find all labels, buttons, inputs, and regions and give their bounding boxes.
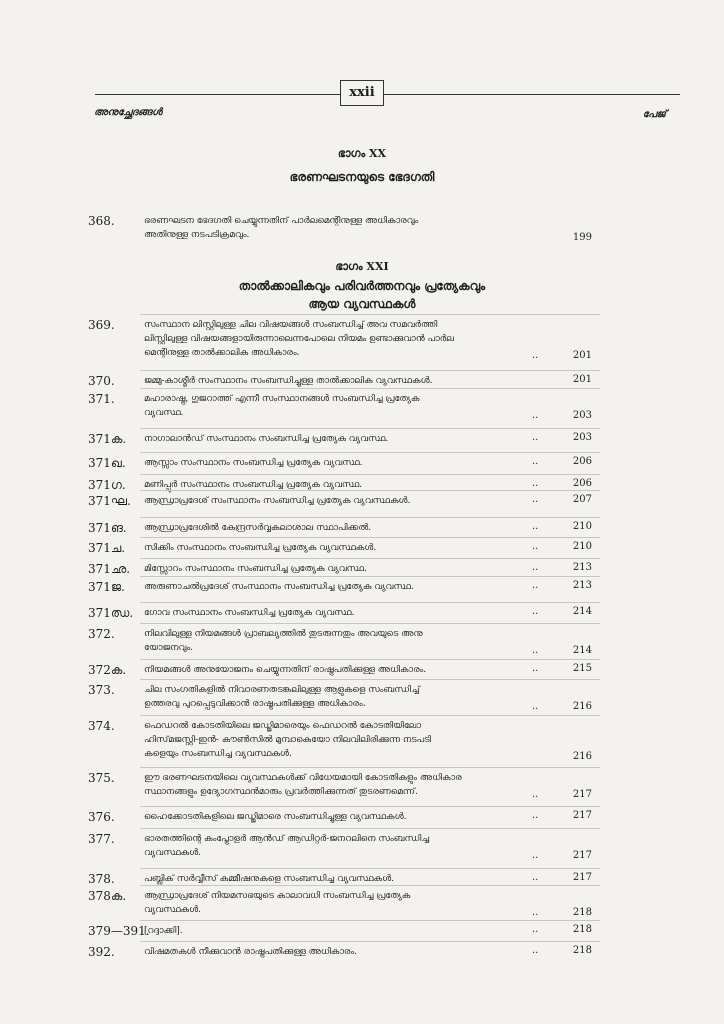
article-number: 371ങ. xyxy=(88,521,127,535)
leader-dots: .. xyxy=(532,432,539,443)
leader-dots: .. xyxy=(532,494,539,505)
page-ref: 203 xyxy=(572,410,592,421)
article-number: 371ക. xyxy=(88,432,127,446)
leader-dots: .. xyxy=(532,580,539,591)
row-separator xyxy=(140,715,600,716)
article-title xyxy=(144,810,534,824)
article-number: 370. xyxy=(88,374,115,388)
leader-dots: .. xyxy=(532,410,539,421)
row-separator xyxy=(140,490,600,491)
leader-dots: .. xyxy=(532,789,539,800)
part-20-subtitle: ഭരണഘടനയുടെ ഭേദഗതി xyxy=(289,170,435,184)
header-rule xyxy=(95,94,680,95)
article-number: 375. xyxy=(88,771,115,785)
article-title-line1: വിഷമതകൾ നീക്കുവാൻ രാഷ്ട്രപതിക്കുള്ള അധികാരം. xyxy=(144,947,357,957)
article-title-line2: വ്യവസ്ഥകൾ. xyxy=(144,848,202,858)
part-21-subtitle-line2: ആയ വ്യവസ്ഥകൾ xyxy=(308,297,416,311)
article-number: 377. xyxy=(88,832,115,846)
page-ref: 201 xyxy=(572,350,592,361)
page-ref: 206 xyxy=(572,456,592,467)
article-title xyxy=(144,392,534,420)
article-number: 371ഗ. xyxy=(88,478,126,492)
article-number: 371ഝ. xyxy=(88,606,134,620)
leader-dots: .. xyxy=(532,456,539,467)
article-number: 376. xyxy=(88,810,115,824)
article-number: 371ഘ. xyxy=(88,494,131,508)
article-number: 372. xyxy=(88,627,115,641)
article-title-line1: മഹാരാഷ്ട്ര, ഗുജറാത്ത് എന്നീ സംസ്ഥാനങ്ങൾ സംബന്ധിച്ച പ്രത്യേക xyxy=(144,394,420,404)
row-separator xyxy=(140,428,600,429)
leader-dots: .. xyxy=(532,663,539,674)
leader-dots: .. xyxy=(532,606,539,617)
article-title-line2: അതിനുള്ള നടപടിക്രമവും. xyxy=(144,230,250,240)
article-title xyxy=(144,627,534,655)
article-title-line1: സിക്കിം സംസ്ഥാനം സംബന്ധിച്ച പ്രത്യേക വ്യവസ്ഥകൾ. xyxy=(144,543,377,553)
article-title-line1: മിസ്സോറം സംസ്ഥാനം സംബന്ധിച്ച പ്രത്യേക വ്യവസ്ഥ. xyxy=(144,564,367,574)
article-title xyxy=(144,580,534,594)
row-separator xyxy=(140,602,600,603)
page-ref: 217 xyxy=(572,872,592,883)
row-separator xyxy=(140,370,600,371)
page-ref: 215 xyxy=(572,663,592,674)
row-separator xyxy=(140,388,600,389)
article-title-line1: ഭാരതത്തിന്റെ കംപ്ട്രോളർ ആൻഡ് ആഡിറ്റർ-ജനറലിനെ സംബന്ധിച്ച xyxy=(144,834,430,844)
article-number: 373. xyxy=(88,683,115,697)
row-separator xyxy=(140,537,600,538)
row-separator xyxy=(140,659,600,660)
article-title xyxy=(144,318,534,360)
article-title xyxy=(144,541,534,555)
article-title-line3: മെന്റിനുള്ള താൽക്കാലിക അധികാരം. xyxy=(144,348,300,358)
article-title xyxy=(144,521,534,535)
page-ref: 203 xyxy=(572,432,592,443)
article-title xyxy=(144,374,534,388)
article-title-line1: [റദ്ദാക്കി]. xyxy=(144,926,183,936)
row-separator xyxy=(140,920,600,921)
article-title-line1: നിലവിലുള്ള നിയമങ്ങൾ പ്രാബല്യത്തിൽ തുടരുന്നതും അവയുടെ അനു xyxy=(144,629,423,639)
article-number: 372ക. xyxy=(88,663,127,677)
leader-dots: .. xyxy=(532,810,539,821)
article-title-line1: ആന്ധ്രാപ്രദേശിൽ കേന്ദ്രസർവ്വകലാശാല സ്ഥാപിക്കൽ. xyxy=(144,523,372,533)
leader-dots: .. xyxy=(532,907,539,918)
article-number: 374. xyxy=(88,719,115,733)
article-title-line1: നിയമങ്ങൾ അനുയോജനം ചെയ്യുന്നതിന് രാഷ്ട്രപതിക്കുള്ള അധികാരം. xyxy=(144,665,427,675)
article-title-line1: ആസ്സാം സംസ്ഥാനം സംബന്ധിച്ച പ്രത്യേക വ്യവസ്ഥ. xyxy=(144,458,363,468)
article-number: 371ഖ. xyxy=(88,456,126,470)
leader-dots: .. xyxy=(532,478,539,489)
article-title-line2: ഉത്തരവു പുറപ്പെടുവിക്കാൻ രാഷ്ട്രപതിക്കുള്ള അധികാരം. xyxy=(144,699,366,709)
article-title-line2: യോജനവും. xyxy=(144,643,194,653)
page-number: xxii xyxy=(340,80,384,106)
article-title xyxy=(144,456,534,470)
article-title xyxy=(144,606,534,620)
article-title-line1: ചില സംഗതികളിൽ നിവാരണതടങ്കലിലുള്ള ആളുകളെ സംബന്ധിച്ച് xyxy=(144,685,420,695)
article-title xyxy=(144,889,534,917)
leader-dots: .. xyxy=(532,541,539,552)
page-ref: 210 xyxy=(572,541,592,552)
row-separator xyxy=(140,517,600,518)
article-title xyxy=(144,832,534,860)
row-separator xyxy=(140,868,600,869)
article-title xyxy=(144,924,534,938)
page-ref: 217 xyxy=(572,810,592,821)
leader-dots: .. xyxy=(532,945,539,956)
page-ref: 218 xyxy=(572,924,592,935)
page-ref: 213 xyxy=(572,562,592,573)
page-ref: 207 xyxy=(572,494,592,505)
article-title-line2: വ്യവസ്ഥകൾ. xyxy=(144,905,202,915)
leader-dots: .. xyxy=(532,872,539,883)
article-title-line1: അരുണാചൽപ്രദേശ് സംസ്ഥാനം സംബന്ധിച്ച പ്രത്യേക വ്യവസ്ഥ. xyxy=(144,582,414,592)
leader-dots: .. xyxy=(532,924,539,935)
article-title-line1: ഈ ഭരണഘടനയിലെ വ്യവസ്ഥകൾക്ക് വിധേയമായി കോടതികളും അധികാര xyxy=(144,773,462,783)
row-separator xyxy=(140,885,600,886)
article-title xyxy=(144,683,534,711)
leader-dots: .. xyxy=(532,850,539,861)
part-21-subtitle-line1: താൽക്കാലികവും പരിവർത്തനവും പ്രത്യേകവും xyxy=(238,279,486,293)
row-separator xyxy=(140,452,600,453)
column-label-articles: അനുച്ഛേദങ്ങൾ xyxy=(94,107,163,118)
article-title xyxy=(144,719,534,761)
row-separator xyxy=(140,941,600,942)
row-separator xyxy=(140,679,600,680)
page-ref: 210 xyxy=(572,521,592,532)
article-title xyxy=(144,214,534,242)
row-separator xyxy=(140,314,600,315)
article-number: 368. xyxy=(88,214,115,228)
row-separator xyxy=(140,474,600,475)
page-ref: 218 xyxy=(572,945,592,956)
article-number: 378ക. xyxy=(88,889,127,903)
page-ref: 201 xyxy=(572,374,592,385)
leader-dots: .. xyxy=(532,645,539,656)
leader-dots: .. xyxy=(532,562,539,573)
page-ref: 217 xyxy=(572,789,592,800)
article-number: 392. xyxy=(88,945,115,959)
article-title xyxy=(144,771,534,799)
article-title-line1: ഫെഡറൽ കോടതിയിലെ ജഡ്ജിമാരെയും ഫെഡറൽ കോടതിയിലോ xyxy=(144,721,421,731)
row-separator xyxy=(140,806,600,807)
article-number: 378. xyxy=(88,872,115,886)
leader-dots: .. xyxy=(532,701,539,712)
article-title-line1: സംസ്ഥാന ലിസ്റ്റിലുള്ള ചില വിഷയങ്ങൾ സംബന്ധിച്ച് അവ സമവർത്തി xyxy=(144,320,438,330)
page-ref: 206 xyxy=(572,478,592,489)
article-number: 371ച. xyxy=(88,541,126,555)
article-title-line2: വ്യവസ്ഥ. xyxy=(144,408,184,418)
page-ref: 213 xyxy=(572,580,592,591)
article-title-line1: നാഗാലാൻഡ് സംസ്ഥാനം സംബന്ധിച്ച പ്രത്യേക വ്യവസ്ഥ. xyxy=(144,434,389,444)
article-title-line2: സ്ഥാനങ്ങളും ഉദ്യോഗസ്ഥൻമാരും പ്രവർത്തിക്കുന്നത് തുടരണമെന്ന്. xyxy=(144,787,418,797)
row-separator xyxy=(140,623,600,624)
article-number: 371. xyxy=(88,392,115,406)
page-ref: 218 xyxy=(572,907,592,918)
page-ref: 216 xyxy=(572,751,592,762)
article-number: 371ഛ. xyxy=(88,562,131,576)
article-title-line2: ലിസ്റ്റിലുള്ള വിഷയങ്ങളായിരുന്നാലെന്നപോലെ നിയമം ഉണ്ടാക്കുവാൻ പാർല xyxy=(144,334,454,344)
page-ref: 214 xyxy=(572,645,592,656)
row-separator xyxy=(140,558,600,559)
column-label-page: പേജ് xyxy=(642,109,666,120)
article-title-line1: പബ്ലിക് സർവ്വീസ് കമ്മീഷനുകളെ സംബന്ധിച്ച വ്യവസ്ഥകൾ. xyxy=(144,874,394,884)
article-title-line1: ജമ്മു-കാശ്മീർ സംസ്ഥാനം സംബന്ധിച്ചുള്ള താൽക്കാലിക വ്യവസ്ഥകൾ. xyxy=(144,376,433,386)
article-title-line1: മണിപ്പൂർ സംസ്ഥാനം സംബന്ധിച്ച പ്രത്യേക വ്യവസ്ഥ. xyxy=(144,480,363,490)
page-ref: 199 xyxy=(572,232,592,243)
article-title xyxy=(144,494,534,508)
article-title-line1: ഹൈക്കോടതികളിലെ ജഡ്ജിമാരെ സംബന്ധിച്ചുള്ള വ്യവസ്ഥകൾ. xyxy=(144,812,407,822)
row-separator xyxy=(140,576,600,577)
article-title-line2: ഹിസ്‌മജസ്റ്റി-ഇൻ- കൗൺസിൽ മുമ്പാകെയോ നിലവിലിരിക്കുന്ന നടപടി xyxy=(144,735,432,745)
part-21-title: ഭാഗം XXI xyxy=(335,260,389,273)
page-ref: 214 xyxy=(572,606,592,617)
article-title-line1: ആന്ധ്രാപ്രദേശ് സംസ്ഥാനം സംബന്ധിച്ച പ്രത്യേക വ്യവസ്ഥകൾ. xyxy=(144,496,411,506)
part-20-title: ഭാഗം XX xyxy=(337,147,387,160)
article-title xyxy=(144,945,534,959)
page-ref: 216 xyxy=(572,701,592,712)
article-title-line3: കളെയും സംബന്ധിച്ച വ്യവസ്ഥകൾ. xyxy=(144,749,292,759)
article-title-line1: ഭരണഘടന ഭേദഗതി ചെയ്യുന്നതിന് പാർലമെന്റിനുള്ള അധികാരവും xyxy=(144,216,419,226)
article-number: 379—391. xyxy=(88,924,150,938)
row-separator xyxy=(140,828,600,829)
leader-dots: .. xyxy=(532,521,539,532)
article-title-line1: ഗോവ സംസ്ഥാനം സംബന്ധിച്ച പ്രത്യേക വ്യവസ്ഥ. xyxy=(144,608,355,618)
page-ref: 217 xyxy=(572,850,592,861)
article-number: 371ജ. xyxy=(88,580,125,594)
leader-dots: .. xyxy=(532,350,539,361)
article-number: 369. xyxy=(88,318,115,332)
article-title xyxy=(144,872,534,886)
article-title xyxy=(144,562,534,576)
article-title xyxy=(144,432,534,446)
row-separator xyxy=(140,767,600,768)
article-title-line1: ആന്ധ്രാപ്രദേശ് നിയമസഭയുടെ കാലാവധി സംബന്ധിച്ച പ്രത്യേക xyxy=(144,891,411,901)
article-title xyxy=(144,663,534,677)
